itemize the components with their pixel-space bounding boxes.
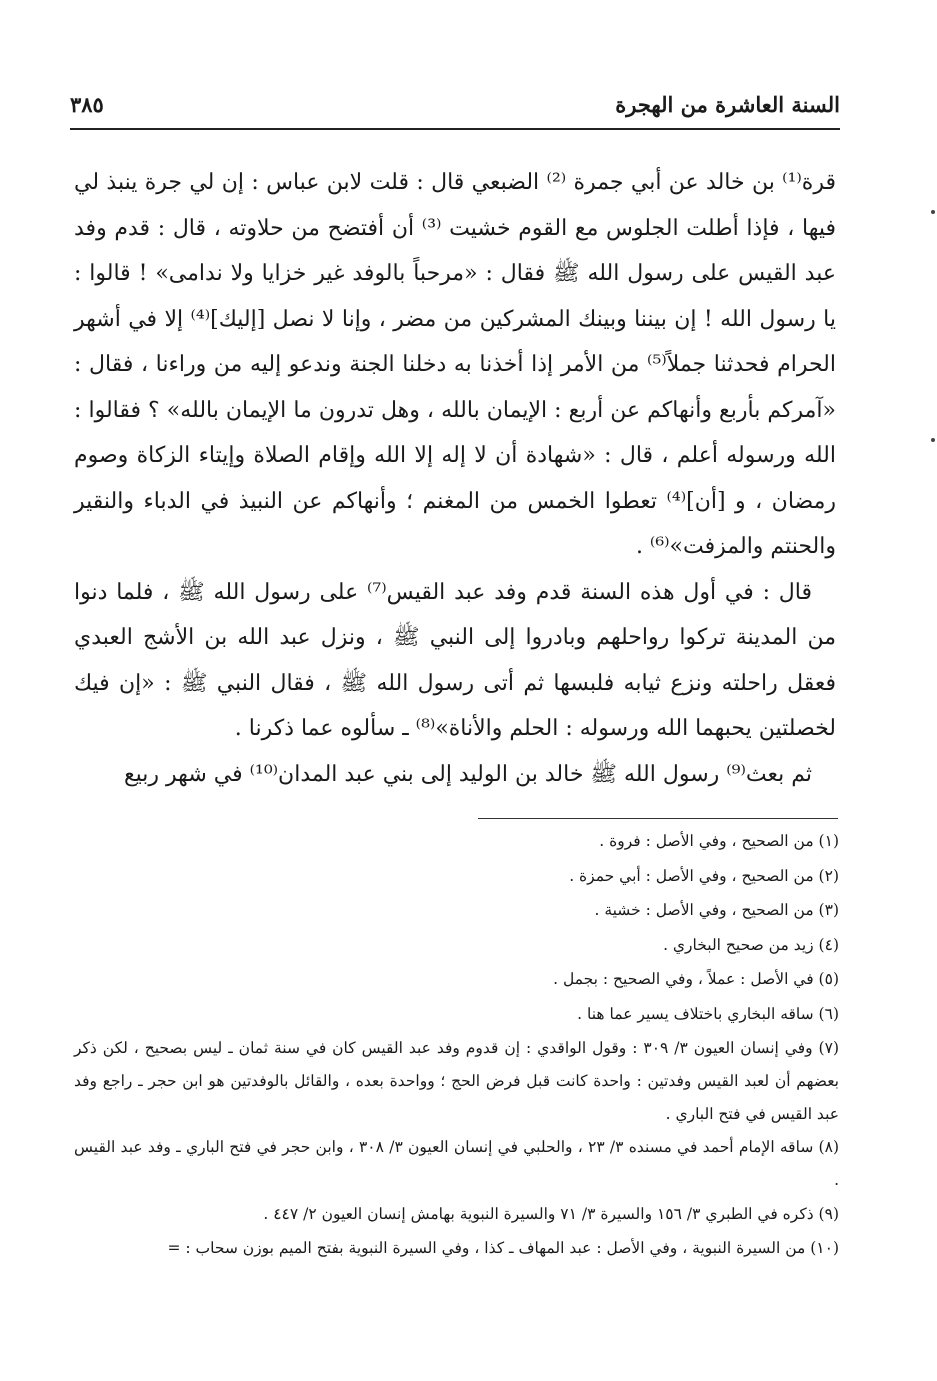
footnote: (٢) من الصحيح ، وفي الأصل : أبي حمزة . [569,866,839,885]
scan-mark [931,210,935,214]
footnote-separator [478,818,838,819]
footnote: (٧) وفي إنسان العيون ٣/ ٣٠٩ : وقول الواقدي : إن قدوم وفد عبد القيس كان في سنة ثمان ـ ليس بصحيح ، لكن ذكر بعضهم أن لعبد القيس وفدتين : واحدة كانت قبل فرض الحج ؛ وواحدة بعده ، والقائل بالوفدتين هو ابن حجر ـ راجع وفد عبد القيس في فتح الباري . [74,1038,839,1123]
header-rule [70,128,840,130]
footnote: (٣) من الصحيح ، وفي الأصل : خشية . [594,901,839,920]
paragraph: قال : في أول هذه السنة قدم وفد عبد القيس⁽⁷⁾ على رسول الله ﷺ ، فلما دنوا من المدينة تركوا رواحلهم وبادروا إلى النبي ﷺ ، ونزل عبد الله بن الأشج العبدي فعقل راحلته ونزع ثيابه فلبسها ثم أتى رسول الله ﷺ ، فقال النبي ﷺ : «إن فيك لخصلتين يحبهما الله ورسوله : الحلم والأناة»⁽⁸⁾ ـ سألوه عما ذكرنا . [74,579,836,741]
footnote: (٨) ساقه الإمام أحمد في مسنده ٣/ ٢٣ ، والحلبي في إنسان العيون ٣/ ٣٠٨ ، وابن حجر في فتح الباري ـ وفد عبد القيس . [74,1137,839,1189]
scan-mark [931,438,935,442]
footnote: (٦) ساقه البخاري باختلاف يسير عما هنا . [577,1004,839,1023]
footnotes [74,824,839,1266]
footnote: (١) من الصحيح ، وفي الأصل : فروة . [599,832,839,850]
page-header [70,92,840,126]
footnote: (٩) ذكره في الطبري ٣/ ١٥٦ والسيرة ٣/ ٧١ والسيرة النبوية بهامش إنسان العيون ٢/ ٤٤٧ . [263,1204,839,1223]
paragraph: ثم بعث⁽⁹⁾ رسول الله ﷺ خالد بن الوليد إلى بني عبد المدان⁽¹⁰⁾ في شهر ربيع [123,761,812,787]
main-text [74,160,836,797]
footnote: (١٠) من السيرة النبوية ، وفي الأصل : عبد المهاف ـ كذا ، وفي السيرة النبوية بفتح الميم بوزن سحاب : = [167,1239,839,1258]
footnote: (٥) في الأصل : عملاً ، وفي الصحيح : بجمل . [553,970,839,989]
running-title: السنة العاشرة من الهجرة [615,92,840,117]
paragraph: قرة⁽¹⁾ بن خالد عن أبي جمرة ⁽²⁾ الضبعي قال : قلت لابن عباس : إن لي جرة ينبذ لي فيها ، فإذا أطلت الجلوس مع القوم خشيت ⁽³⁾ أن أفتضح من حلاوته ، قال : قدم وفد عبد القيس على رسول الله ﷺ فقال : «مرحباً بالوفد غير خزايا ولا ندامى» ! قالوا : يا رسول الله ! إن بيننا وبينك المشركين من مضر ، وإنا لا نصل [إليك]⁽⁴⁾ إلا في أشهر الحرام فحدثنا جملاً⁽⁵⁾ من الأمر إذا أخذنا به دخلنا الجنة وندعو إليه من وراءنا ، فقال : «آمركم بأربع وأنهاكم عن أربع : الإيمان بالله ، وهل تدرون ما الإيمان بالله» ؟ فقالوا : الله ورسوله أعلم ، قال : «شهادة أن لا إله إلا الله وإقام الصلاة وإيتاء الزكاة وصوم رمضان ، و [أن]⁽⁴⁾ تعطوا الخمس من المغنم ؛ وأنهاكم عن النبيذ في الدباء والنقير والحنتم والمزفت»⁽⁶⁾ . [74,170,837,559]
footnote: (٤) زيد من صحيح البخاري . [663,935,839,954]
page-number: ٣٨٥ [70,92,104,117]
